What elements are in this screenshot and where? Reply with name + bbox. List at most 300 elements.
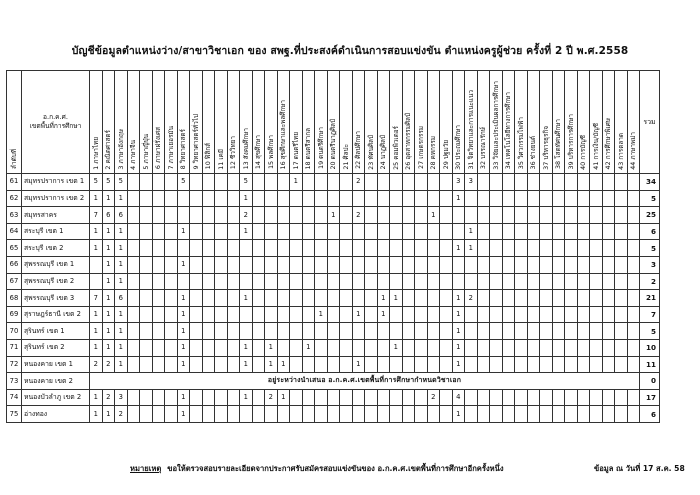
subject-header-label: 34 เทคโนโลยีทางการศึกษา xyxy=(504,92,513,170)
cell-value xyxy=(252,306,265,323)
cell-value xyxy=(427,306,440,323)
subject-header-label: 9 วิทยาศาสตร์ทั่วไป xyxy=(191,113,200,170)
cell-value xyxy=(615,240,628,257)
cell-value xyxy=(277,207,290,224)
row-total: 34 xyxy=(640,174,660,191)
cell-value: 6 xyxy=(115,290,128,307)
cell-value xyxy=(315,356,328,373)
cell-value xyxy=(627,339,640,356)
cell-value xyxy=(552,306,565,323)
cell-value: 1 xyxy=(115,339,128,356)
cell-value xyxy=(227,273,240,290)
cell-value xyxy=(515,240,528,257)
cell-value xyxy=(177,190,190,207)
subject-header xyxy=(590,71,603,174)
cell-value xyxy=(477,190,490,207)
cell-value xyxy=(127,174,140,191)
subject-header-label: 30 ประถมศึกษา xyxy=(454,124,463,170)
cell-value xyxy=(590,290,603,307)
row-total: 3 xyxy=(640,256,660,273)
cell-value xyxy=(227,223,240,240)
subject-header xyxy=(377,71,390,174)
cell-value: 1 xyxy=(177,290,190,307)
cell-value: 1 xyxy=(115,240,128,257)
cell-value: 1 xyxy=(240,223,253,240)
row-area: สุราษฎร์ธานี เขต 2 xyxy=(22,306,90,323)
cell-value xyxy=(502,223,515,240)
subject-header-label: 2 คณิตศาสตร์ xyxy=(104,129,113,170)
subject-header-label: 40 การบัญชี xyxy=(579,134,588,170)
cell-value xyxy=(627,190,640,207)
cell-value: 1 xyxy=(115,356,128,373)
cell-value xyxy=(340,174,353,191)
cell-value: 1 xyxy=(352,306,365,323)
cell-value xyxy=(402,223,415,240)
cell-value xyxy=(377,273,390,290)
cell-value xyxy=(552,323,565,340)
row-number: 65 xyxy=(7,240,22,257)
cell-value xyxy=(352,406,365,423)
cell-value: 1 xyxy=(90,339,103,356)
cell-value xyxy=(302,356,315,373)
cell-value xyxy=(277,256,290,273)
cell-value xyxy=(627,174,640,191)
cell-value: 1 xyxy=(90,406,103,423)
cell-value xyxy=(415,406,428,423)
row-total: 7 xyxy=(640,306,660,323)
cell-value xyxy=(227,389,240,406)
subject-header-label: 20 ดนตรีนาฏศิลป์ xyxy=(329,118,338,170)
cell-value xyxy=(490,273,503,290)
cell-value: 1 xyxy=(465,223,478,240)
cell-value xyxy=(577,290,590,307)
cell-value xyxy=(140,174,153,191)
cell-value xyxy=(152,174,165,191)
cell-value xyxy=(577,406,590,423)
row-total: 2 xyxy=(640,273,660,290)
cell-value xyxy=(277,240,290,257)
cell-value xyxy=(165,323,178,340)
cell-value xyxy=(552,273,565,290)
cell-value xyxy=(177,207,190,224)
subject-header-label: 29 ปฐมวัย xyxy=(441,140,450,170)
cell-value xyxy=(440,339,453,356)
cell-value xyxy=(452,256,465,273)
cell-value xyxy=(240,256,253,273)
cell-value xyxy=(252,389,265,406)
cell-value xyxy=(390,256,403,273)
cell-value xyxy=(340,273,353,290)
cell-value xyxy=(565,339,578,356)
row-area: สุพรรณบุรี เขต 2 xyxy=(22,273,90,290)
cell-value xyxy=(502,290,515,307)
cell-value xyxy=(590,223,603,240)
row-total: 6 xyxy=(640,406,660,423)
subject-header xyxy=(152,71,165,174)
subject-header-label: 28 คหกรรม xyxy=(429,135,438,170)
cell-value xyxy=(152,240,165,257)
cell-value xyxy=(602,240,615,257)
subject-header-label: 18 ดนตรีสากล xyxy=(304,127,313,170)
cell-value: 5 xyxy=(115,174,128,191)
row-total: 0 xyxy=(640,373,660,390)
cell-value xyxy=(165,389,178,406)
cell-value xyxy=(190,273,203,290)
cell-value xyxy=(302,174,315,191)
cell-value xyxy=(552,290,565,307)
cell-value xyxy=(240,406,253,423)
cell-value xyxy=(252,174,265,191)
subject-header xyxy=(190,71,203,174)
subject-header xyxy=(477,71,490,174)
col-area-header xyxy=(22,71,90,174)
cell-value xyxy=(577,190,590,207)
cell-value xyxy=(402,174,415,191)
subject-header xyxy=(527,71,540,174)
cell-value xyxy=(265,190,278,207)
cell-value xyxy=(440,323,453,340)
cell-value xyxy=(465,190,478,207)
cell-value xyxy=(340,240,353,257)
cell-value xyxy=(540,406,553,423)
cell-value: 1 xyxy=(265,356,278,373)
subject-header-label: 8 วิทยาศาสตร์ xyxy=(179,129,188,170)
cell-value xyxy=(590,389,603,406)
cell-value: 1 xyxy=(240,190,253,207)
cell-value xyxy=(515,273,528,290)
cell-value xyxy=(190,339,203,356)
cell-value: 1 xyxy=(452,290,465,307)
cell-value xyxy=(427,406,440,423)
cell-value xyxy=(627,389,640,406)
subject-header-label: 36 ช่างยนต์ xyxy=(529,135,538,170)
table-header-row xyxy=(7,71,660,174)
cell-value xyxy=(127,207,140,224)
subject-header xyxy=(402,71,415,174)
cell-value xyxy=(202,240,215,257)
cell-value xyxy=(552,207,565,224)
cell-value xyxy=(415,290,428,307)
cell-value xyxy=(490,339,503,356)
cell-value xyxy=(390,223,403,240)
cell-value xyxy=(165,273,178,290)
col-total-header: รวม xyxy=(640,71,660,174)
cell-value xyxy=(615,223,628,240)
row-total: 5 xyxy=(640,190,660,207)
cell-value xyxy=(265,306,278,323)
cell-value xyxy=(627,356,640,373)
cell-value xyxy=(365,323,378,340)
cell-value xyxy=(515,306,528,323)
subject-header xyxy=(165,71,178,174)
cell-value xyxy=(315,223,328,240)
cell-value xyxy=(215,323,228,340)
cell-value xyxy=(502,323,515,340)
cell-value xyxy=(427,240,440,257)
cell-value: 2 xyxy=(102,389,115,406)
cell-value xyxy=(490,207,503,224)
cell-value xyxy=(227,174,240,191)
cell-value xyxy=(440,240,453,257)
subject-header xyxy=(515,71,528,174)
cell-value xyxy=(365,174,378,191)
cell-value xyxy=(415,223,428,240)
subject-header-label: 32 บรรณารักษ์ xyxy=(479,127,488,170)
cell-value: 1 xyxy=(90,306,103,323)
cell-value: 1 xyxy=(452,240,465,257)
cell-value xyxy=(127,240,140,257)
cell-value: 6 xyxy=(102,207,115,224)
subject-header-label: 43 การตลาด xyxy=(616,132,625,170)
subject-header-label: 25 คอมพิวเตอร์ xyxy=(391,125,400,170)
cell-value: 2 xyxy=(102,356,115,373)
cell-value xyxy=(215,290,228,307)
subject-header xyxy=(390,71,403,174)
cell-value xyxy=(390,323,403,340)
cell-value xyxy=(477,389,490,406)
cell-value xyxy=(165,306,178,323)
cell-value: 1 xyxy=(90,389,103,406)
cell-value xyxy=(565,207,578,224)
cell-value: 1 xyxy=(240,290,253,307)
cell-value xyxy=(302,240,315,257)
cell-value xyxy=(502,256,515,273)
cell-value xyxy=(302,256,315,273)
footer-date: ข้อมูล ณ วันที่ 17 ส.ค. 58 xyxy=(594,464,685,473)
cell-value xyxy=(352,240,365,257)
row-total: 17 xyxy=(640,389,660,406)
cell-value: 5 xyxy=(240,174,253,191)
table-row xyxy=(7,373,660,390)
cell-value xyxy=(565,389,578,406)
cell-value xyxy=(627,240,640,257)
subject-header xyxy=(227,71,240,174)
cell-value xyxy=(202,323,215,340)
cell-value xyxy=(602,290,615,307)
cell-value xyxy=(315,406,328,423)
cell-value xyxy=(252,190,265,207)
cell-value xyxy=(365,389,378,406)
cell-value: 1 xyxy=(302,339,315,356)
cell-value xyxy=(202,339,215,356)
cell-value xyxy=(527,356,540,373)
cell-value xyxy=(127,273,140,290)
cell-value xyxy=(140,306,153,323)
cell-value xyxy=(365,406,378,423)
cell-value: 1 xyxy=(290,174,303,191)
cell-value xyxy=(140,356,153,373)
cell-value xyxy=(540,339,553,356)
cell-value xyxy=(502,389,515,406)
cell-value: 1 xyxy=(177,306,190,323)
cell-value xyxy=(452,223,465,240)
cell-value xyxy=(140,406,153,423)
cell-value xyxy=(290,290,303,307)
cell-value xyxy=(390,306,403,323)
subject-header xyxy=(302,71,315,174)
cell-value xyxy=(352,223,365,240)
cell-value xyxy=(440,223,453,240)
cell-value xyxy=(415,356,428,373)
cell-value xyxy=(327,256,340,273)
cell-value xyxy=(190,323,203,340)
cell-value xyxy=(477,256,490,273)
subject-header-label: 31 จิตวิทยาและการแนะแนว xyxy=(466,89,475,170)
cell-value xyxy=(240,306,253,323)
cell-value xyxy=(377,207,390,224)
cell-value xyxy=(190,240,203,257)
cell-value xyxy=(252,273,265,290)
cell-value xyxy=(352,190,365,207)
cell-value: 5 xyxy=(90,174,103,191)
cell-value xyxy=(315,190,328,207)
cell-value xyxy=(427,256,440,273)
subject-header-label: 4 ภาษาจีน xyxy=(129,139,138,170)
cell-value xyxy=(490,190,503,207)
cell-value: 1 xyxy=(115,323,128,340)
cell-value: 1 xyxy=(90,223,103,240)
cell-value: 1 xyxy=(102,223,115,240)
cell-value xyxy=(127,356,140,373)
cell-value: 3 xyxy=(452,174,465,191)
row-number: 74 xyxy=(7,389,22,406)
row-area: หนองคาย เขต 2 xyxy=(22,373,90,390)
cell-value xyxy=(190,190,203,207)
subject-header-label: 38 โสตทัศนศึกษา xyxy=(554,119,563,170)
cell-value xyxy=(302,190,315,207)
cell-value xyxy=(140,240,153,257)
table-row xyxy=(7,256,660,273)
row-area: สมุทรปราการ เขต 1 xyxy=(22,174,90,191)
cell-value xyxy=(477,306,490,323)
subject-header-label: 3 ภาษาอังกฤษ xyxy=(116,128,125,170)
cell-value: 1 xyxy=(177,323,190,340)
cell-value xyxy=(465,406,478,423)
subject-header-label: 44 ภาษาพม่า xyxy=(629,131,638,170)
cell-value xyxy=(465,356,478,373)
cell-value xyxy=(315,339,328,356)
cell-value xyxy=(265,290,278,307)
cell-value xyxy=(290,406,303,423)
cell-value xyxy=(252,339,265,356)
cell-value xyxy=(202,273,215,290)
cell-value xyxy=(140,256,153,273)
cell-value xyxy=(627,306,640,323)
cell-value xyxy=(340,290,353,307)
cell-value xyxy=(415,306,428,323)
subject-header xyxy=(627,71,640,174)
table-row xyxy=(7,356,660,373)
subject-header-label: 10 ฟิสิกส์ xyxy=(204,143,213,170)
cell-value xyxy=(440,356,453,373)
cell-value xyxy=(465,323,478,340)
cell-value: 1 xyxy=(177,256,190,273)
subject-header xyxy=(315,71,328,174)
cell-value xyxy=(165,356,178,373)
cell-value xyxy=(515,207,528,224)
cell-value xyxy=(402,256,415,273)
cell-value xyxy=(327,306,340,323)
cell-value xyxy=(277,323,290,340)
cell-value xyxy=(590,240,603,257)
subject-header xyxy=(202,71,215,174)
cell-value xyxy=(502,273,515,290)
subject-header-label: 15 พลศึกษา xyxy=(266,135,275,170)
cell-value xyxy=(465,306,478,323)
cell-value xyxy=(202,356,215,373)
subject-header xyxy=(277,71,290,174)
cell-value: 2 xyxy=(352,174,365,191)
cell-value xyxy=(527,306,540,323)
cell-value: 1 xyxy=(177,389,190,406)
cell-value xyxy=(152,273,165,290)
cell-value xyxy=(152,207,165,224)
cell-value xyxy=(627,323,640,340)
cell-value xyxy=(440,273,453,290)
cell-value xyxy=(427,190,440,207)
table-row xyxy=(7,290,660,307)
cell-value xyxy=(302,273,315,290)
cell-value: 4 xyxy=(452,389,465,406)
cell-value xyxy=(515,406,528,423)
subject-header xyxy=(615,71,628,174)
cell-value xyxy=(590,174,603,191)
row-number: 70 xyxy=(7,323,22,340)
cell-value xyxy=(377,323,390,340)
cell-value xyxy=(227,406,240,423)
cell-value xyxy=(527,290,540,307)
cell-value xyxy=(302,323,315,340)
cell-value xyxy=(615,389,628,406)
subject-header xyxy=(327,71,340,174)
cell-value xyxy=(327,290,340,307)
cell-value xyxy=(415,207,428,224)
cell-value xyxy=(227,356,240,373)
cell-value xyxy=(402,290,415,307)
subject-header xyxy=(365,71,378,174)
cell-value xyxy=(340,356,353,373)
cell-value xyxy=(202,190,215,207)
cell-value: 1 xyxy=(327,207,340,224)
cell-value: 1 xyxy=(240,389,253,406)
cell-value xyxy=(377,389,390,406)
cell-value xyxy=(290,190,303,207)
cell-value xyxy=(540,190,553,207)
subject-header-label: 6 ภาษาฝรั่งเศส xyxy=(154,127,163,170)
cell-value xyxy=(515,389,528,406)
cell-value xyxy=(502,240,515,257)
cell-value xyxy=(127,306,140,323)
subject-header xyxy=(452,71,465,174)
subject-header xyxy=(140,71,153,174)
cell-value xyxy=(515,174,528,191)
cell-value xyxy=(365,207,378,224)
cell-value xyxy=(540,323,553,340)
cell-value xyxy=(427,290,440,307)
cell-value xyxy=(602,273,615,290)
cell-value xyxy=(565,290,578,307)
cell-value xyxy=(352,323,365,340)
cell-value xyxy=(515,190,528,207)
cell-value: 1 xyxy=(102,323,115,340)
cell-value xyxy=(477,240,490,257)
cell-value xyxy=(227,339,240,356)
row-total: 10 xyxy=(640,339,660,356)
cell-value xyxy=(277,174,290,191)
cell-value xyxy=(290,339,303,356)
row-area: สระบุรี เขต 1 xyxy=(22,223,90,240)
cell-value xyxy=(240,273,253,290)
